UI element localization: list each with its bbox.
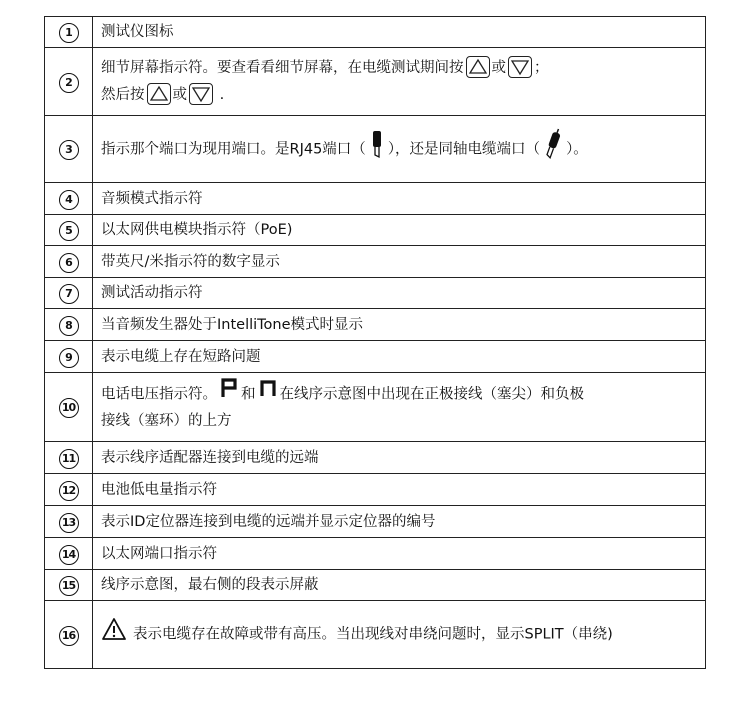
legend-table [44, 16, 706, 669]
row-description: 当音频发生器处于IntelliTone模式时显示 [93, 309, 706, 341]
table-row [45, 442, 706, 474]
text-fragment: . [219, 86, 225, 103]
row-number-cell [45, 278, 93, 309]
row-number-cell [45, 474, 93, 506]
table-row [45, 215, 706, 246]
circled-number: 1 [59, 23, 79, 43]
text-fragment: ），还是同轴电缆端口（ [387, 141, 541, 157]
text-fragment: 和 [241, 386, 256, 403]
circled-number: 8 [59, 316, 79, 336]
text-fragment: 在线序示意图中出现在正极接线（塞尖）和负极 [279, 386, 584, 403]
row-description: 带英尺/米指示符的数字显示 [93, 246, 706, 278]
table-row [45, 570, 706, 601]
row-description [93, 116, 706, 183]
circled-number: 5 [59, 221, 79, 241]
text-fragment: 接线（塞环）的上方 [101, 413, 232, 429]
row-number-cell [45, 215, 93, 246]
row-number-cell [45, 183, 93, 215]
warning-triangle-icon [101, 617, 127, 648]
row-number-cell [45, 341, 93, 373]
circled-number: 14 [59, 545, 79, 565]
row-description: 表示线序适配器连接到电缆的远端 [93, 442, 706, 474]
table-row [45, 341, 706, 373]
row-description: 音频模式指示符 [93, 183, 706, 215]
table-row [45, 116, 706, 183]
text-fragment: 表示电缆存在故障或带有高压。当出现线对串绕问题时，显示SPLIT（串绕) [133, 626, 613, 643]
circled-number: 16 [59, 626, 79, 646]
row-number-cell [45, 442, 93, 474]
table-row [45, 48, 706, 116]
row-number-cell [45, 570, 93, 601]
row-description [93, 601, 706, 669]
up-triangle-key-icon [147, 83, 171, 105]
table-row [45, 17, 706, 48]
circled-number: 9 [59, 348, 79, 368]
row-description: 电池低电量指示符 [93, 474, 706, 506]
text-fragment: 然后按 [101, 86, 145, 103]
row-description [93, 373, 706, 442]
table-row [45, 538, 706, 570]
circled-number: 2 [59, 73, 79, 93]
text-fragment: 指示那个端口为现用端口。是RJ45端口（ [101, 141, 366, 157]
row-number-cell [45, 538, 93, 570]
table-row [45, 474, 706, 506]
table-row [45, 309, 706, 341]
row-number-cell [45, 506, 93, 538]
table-row [45, 373, 706, 442]
table-row [45, 246, 706, 278]
row-number-cell [45, 601, 93, 669]
table-row [45, 601, 706, 669]
text-fragment: 或 [491, 59, 506, 76]
row-number-cell [45, 246, 93, 278]
circled-number: 11 [59, 449, 79, 469]
row-description: 测试仪图标 [93, 17, 706, 48]
circled-number: 13 [59, 513, 79, 533]
segment-n-icon [260, 379, 276, 406]
rj45-connector-icon [370, 129, 384, 166]
text-fragment: 细节屏幕指示符。要查看看细节屏幕，在电缆测试期间按 [101, 59, 464, 76]
row-description [93, 48, 706, 116]
text-fragment: 或 [172, 86, 187, 103]
row-description: 以太网供电模块指示符（PoE) [93, 215, 706, 246]
row-description: 表示ID定位器连接到电缆的远端并显示定位器的编号 [93, 506, 706, 538]
down-triangle-key-icon [189, 83, 213, 105]
row-description: 以太网端口指示符 [93, 538, 706, 570]
circled-number: 6 [59, 253, 79, 273]
text-fragment: ； [534, 59, 549, 76]
segment-p-icon [221, 378, 237, 407]
circled-number: 3 [59, 140, 79, 160]
circled-number: 10 [59, 398, 79, 418]
row-number-cell [45, 309, 93, 341]
row-number-cell [45, 373, 93, 442]
row-description: 线序示意图，最右侧的段表示屏蔽 [93, 570, 706, 601]
table-row [45, 183, 706, 215]
table-row [45, 506, 706, 538]
circled-number: 4 [59, 190, 79, 210]
down-triangle-key-icon [508, 56, 532, 78]
circled-number: 15 [59, 576, 79, 596]
row-number-cell [45, 17, 93, 48]
table-row [45, 278, 706, 309]
row-description: 表示电缆上存在短路问题 [93, 341, 706, 373]
up-triangle-key-icon [466, 56, 490, 78]
coax-connector-icon [544, 128, 562, 167]
row-number-cell [45, 48, 93, 116]
row-number-cell [45, 116, 93, 183]
text-fragment: 电话电压指示符。 [101, 386, 217, 403]
circled-number: 7 [59, 284, 79, 304]
row-description: 测试活动指示符 [93, 278, 706, 309]
circled-number: 12 [59, 481, 79, 501]
text-fragment: ）。 [566, 141, 588, 157]
